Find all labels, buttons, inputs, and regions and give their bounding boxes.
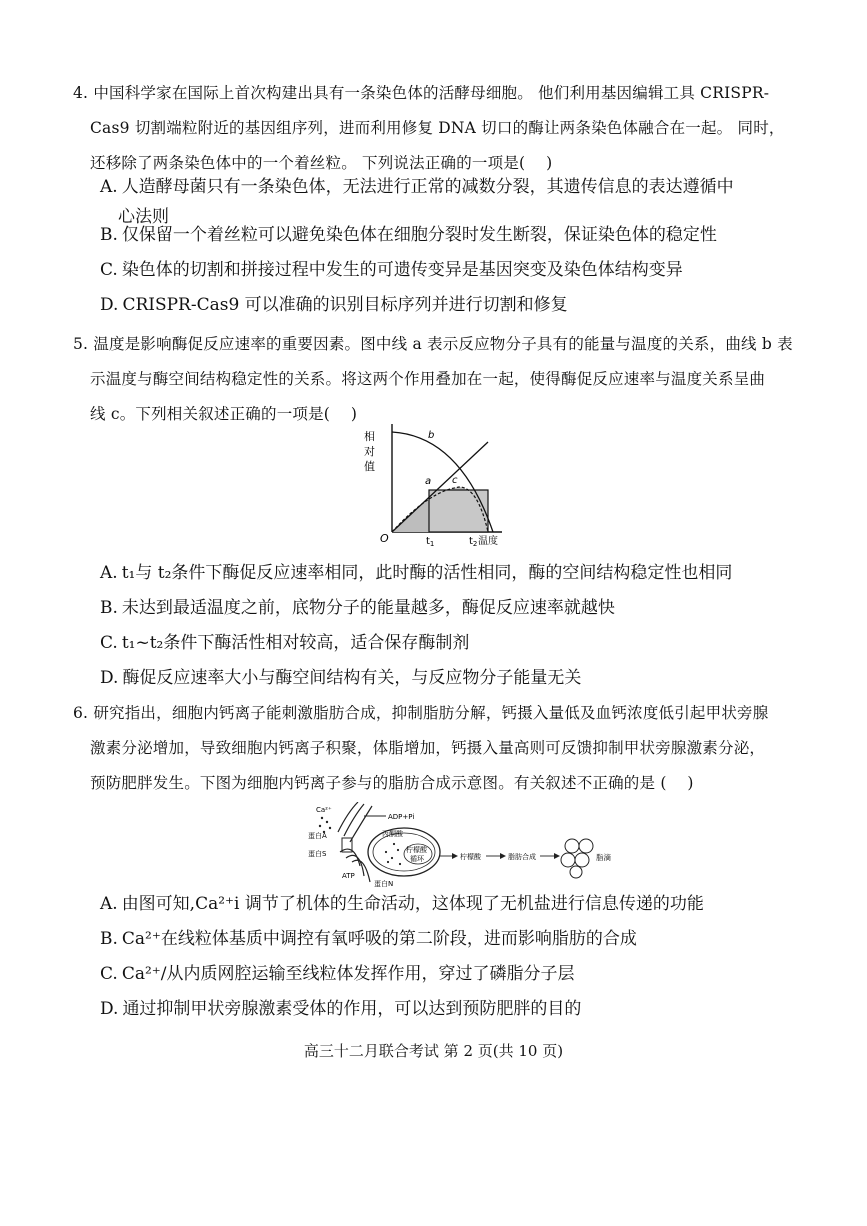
citrate-label: 柠檬酸 [460, 853, 481, 861]
y-label-3: 值 [364, 460, 375, 473]
q4-option-a[interactable]: A. 人造酵母菌只有一条染色体，无法进行正常的减数分裂，其遗传信息的表达遵循中 心法则 [100, 177, 734, 227]
q6-line-2: 激素分泌增加，导致细胞内钙离子积聚，体脂增加，钙摄入量高则可反馈抑制甲状旁腺激素分泌， [90, 739, 766, 757]
cycle-label-1: 柠檬酸 [406, 846, 427, 854]
q4-line-3: 还移除了两条染色体中的一个着丝粒。 下列说法正确的一项是( ) [90, 154, 553, 172]
fat-synthesis-label: 脂肪合成 [508, 853, 536, 861]
enzyme-temperature-figure [360, 420, 510, 550]
y-label-2: 对 [364, 445, 375, 458]
y-label-1: 相 [364, 430, 375, 443]
protein-a-label: 蛋白A [308, 832, 327, 840]
q4-line-2: Cas9 切割端粒附近的基因组序列，进而利用修复 DNA 切口的酶让两条染色体融合在一起。 同时， [90, 119, 785, 137]
q6-option-c[interactable]: C. Ca²⁺/从内质网腔运输至线粒体发挥作用，穿过了磷脂分子层 [100, 964, 575, 984]
x-label: 温度 [478, 536, 498, 547]
calcium-fat-synthesis-figure [308, 802, 628, 888]
t1-t2-rectangle [429, 490, 488, 532]
droplet-label: 脂滴 [596, 853, 611, 862]
page-footer: 高三十二月联合考试 第 2 页(共 10 页) [303, 1042, 564, 1060]
mito-ca-dots [385, 843, 401, 865]
q5-line-2: 示温度与酶空间结构稳定性的关系。将这两个作用叠加在一起，使得酶促反应速率与温度关系呈曲 [90, 370, 766, 388]
cycle-label-2: 循环 [410, 855, 424, 863]
q5-option-d[interactable]: D. 酶促反应速率大小与酶空间结构有关，与反应物分子能量无关 [100, 668, 582, 688]
q4-line-1: 4. 中国科学家在国际上首次构建出具有一条染色体的活酵母细胞。 他们利用基因编辑工具 CRISPR- [73, 84, 770, 102]
lipid-droplets [561, 839, 593, 878]
question-5-stem [73, 327, 808, 432]
q5-option-c[interactable]: C. t₁~t₂条件下酶活性相对较高，适合保存酶制剂 [100, 633, 470, 653]
atp-label: ATP [342, 872, 355, 880]
t2-label: $t_2$ [469, 536, 478, 548]
ca-label: Ca²⁺ [316, 806, 332, 814]
q6-line-3: 预防肥胖发生。下图为细胞内钙离子参与的脂肪合成示意图。有关叙述不正确的是 ( ) [90, 774, 694, 792]
q6-option-b[interactable]: B. Ca²⁺在线粒体基质中调控有氧呼吸的第二阶段，进而影响脂肪的合成 [100, 929, 637, 949]
question-4-stem [73, 76, 808, 181]
q6-line-1: 6. 研究指出，细胞内钙离子能刺激脂肪合成，抑制脂肪分解，钙摄入量低及血钙浓度低引起甲状旁腺 [73, 704, 769, 722]
ca-dots [319, 817, 331, 833]
q5-option-b[interactable]: B. 未达到最适温度之前，底物分子的能量越多，酶促反应速率就越快 [100, 598, 615, 618]
question-6-stem [73, 696, 808, 801]
q4-option-b[interactable]: B. 仅保留一个着丝粒可以避免染色体在细胞分裂时发生断裂，保证染色体的稳定性 [100, 225, 717, 245]
adp-label: ADP+Pi [388, 813, 415, 821]
q5-line-3: 线 c。下列相关叙述正确的一项是( ) [90, 405, 358, 423]
q6-option-d[interactable]: D. 通过抑制甲状旁腺激素受体的作用，可以达到预防肥胖的目的 [100, 999, 582, 1019]
label-b: b [428, 430, 435, 441]
q5-line-1: 5. 温度是影响酶促反应速率的重要因素。图中线 a 表示反应物分子具有的能量与温度的关系，曲线 b 表 [73, 335, 793, 353]
label-a: a [425, 476, 432, 487]
pyruvate-label: 丙酮酸 [382, 830, 403, 838]
label-c: c [452, 475, 458, 486]
q4-option-c[interactable]: C. 染色体的切割和拼接过程中发生的可遗传变异是基因突变及染色体结构变异 [100, 260, 683, 280]
protein-s-label: 蛋白S [308, 850, 327, 858]
q5-option-a[interactable]: A. t₁与 t₂条件下酶促反应速率相同，此时酶的活性相同，酶的空间结构稳定性也相同 [100, 563, 733, 583]
origin-label: O [380, 532, 389, 545]
q4-option-d[interactable]: D. CRISPR-Cas9 可以准确的识别目标序列并进行切割和修复 [100, 295, 568, 315]
protein-n-label: 蛋白N [374, 880, 394, 888]
q6-option-a[interactable]: A. 由图可知,Ca²⁺i 调节了机体的生命活动，这体现了无机盐进行信息传递的功能 [100, 894, 704, 914]
t1-label: $t_1$ [426, 536, 435, 548]
